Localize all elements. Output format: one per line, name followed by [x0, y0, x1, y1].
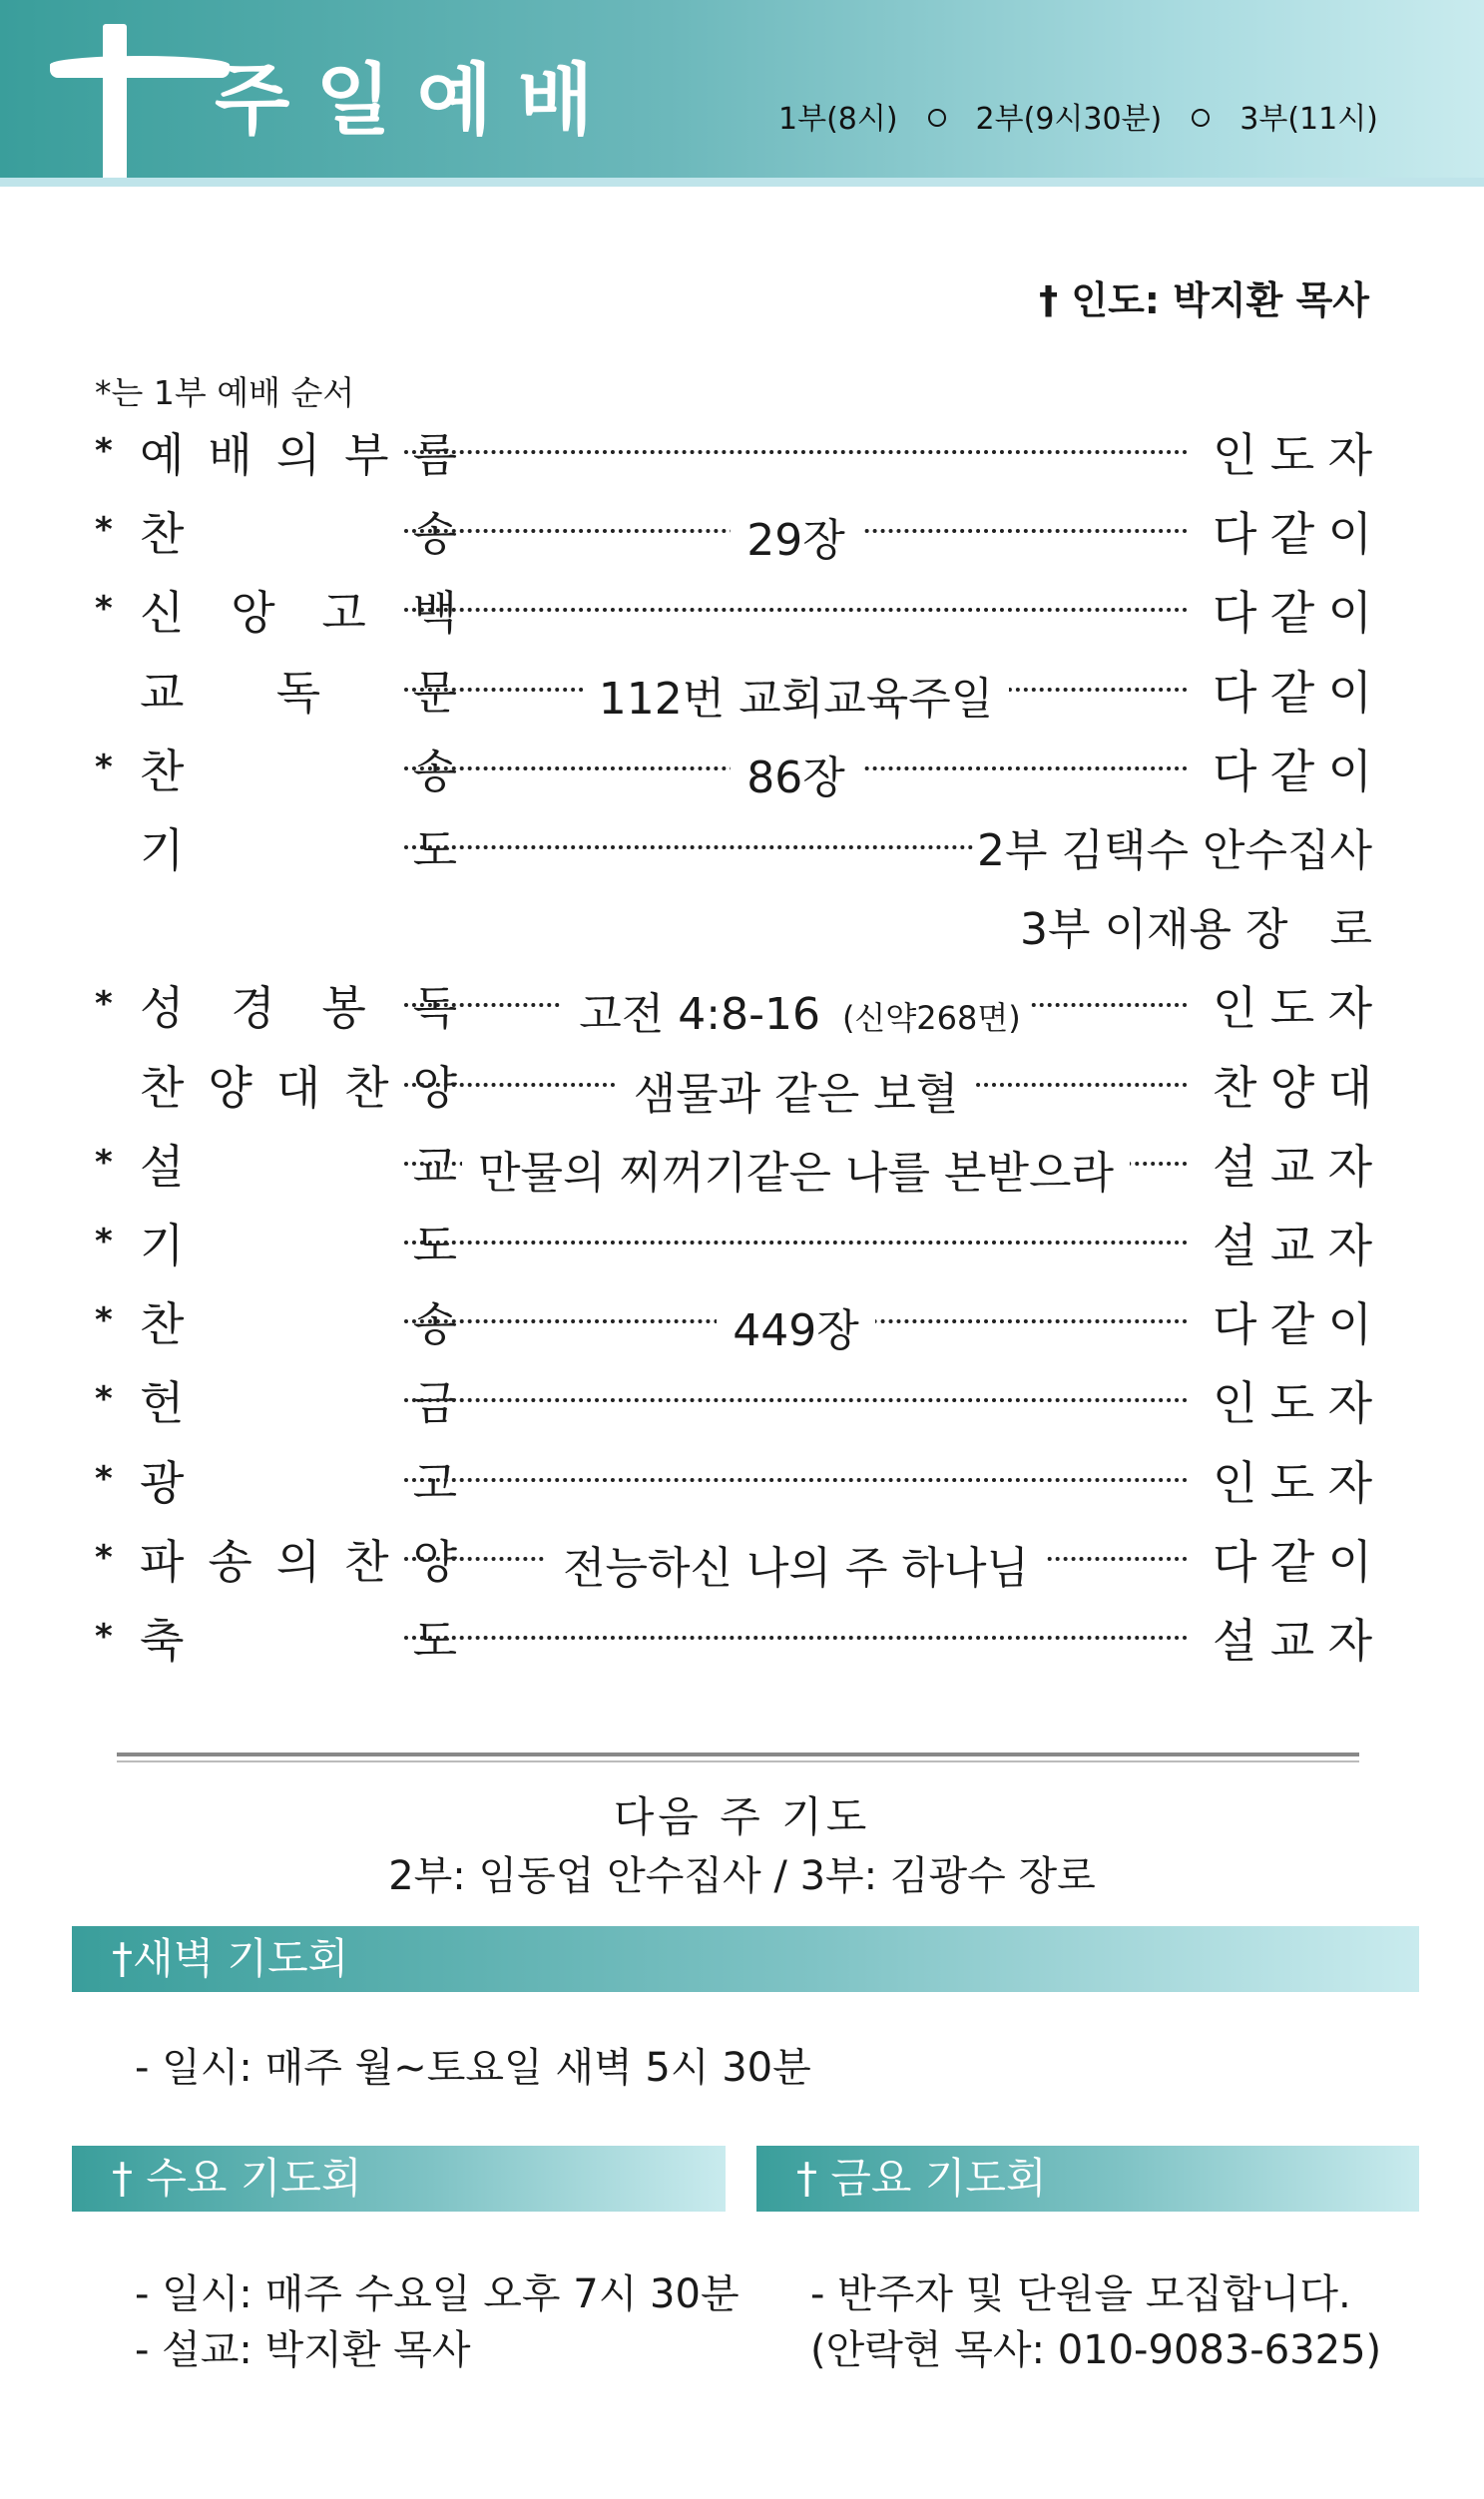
header-underline [0, 178, 1484, 187]
order-item-leader: 2부 김택수 안수집사 [977, 825, 1372, 876]
first-service-marker: * [95, 1300, 113, 1340]
first-service-marker: * [95, 1617, 113, 1657]
order-item-name: 파 송 의 찬 양 [140, 1535, 457, 1589]
order-item-leader: 다 같 이 [1213, 666, 1372, 720]
order-item-leader: 설 교 자 [1213, 1614, 1372, 1668]
order-row [95, 419, 1372, 482]
order-row [95, 1210, 1372, 1272]
order-item-leader: 다 같 이 [1213, 586, 1372, 640]
service-times [778, 94, 1378, 138]
cross-icon [103, 24, 127, 189]
dotted-leader [404, 657, 1188, 725]
friday-prayer-recruit: - 반주자 및 단원을 모집합니다. [810, 2271, 1351, 2317]
order-row [95, 657, 1372, 725]
order-item-leader: 인 도 자 [1213, 428, 1372, 482]
dotted-leader [404, 1131, 1188, 1199]
order-item-name: 신 앙 고 백 [140, 586, 457, 640]
section-divider [117, 1752, 1359, 1762]
order-item-name: 예 배 의 부 름 [140, 428, 457, 482]
order-item-detail-text: 전능하신 나의 주 하나님 [555, 1543, 1037, 1594]
order-item-name: 찬 송 [140, 745, 457, 798]
dawn-prayer-info: - 일시: 매주 월~토요일 새벽 5시 30분 [135, 2045, 811, 2091]
dotted-leader [404, 1447, 1188, 1507]
order-item-leader: 인 도 자 [1213, 1456, 1372, 1510]
order-item-name: 찬 송 [140, 507, 457, 561]
order-row [95, 1367, 1372, 1430]
first-service-marker: * [95, 1143, 113, 1183]
order-row [95, 1052, 1372, 1120]
header-banner [0, 0, 1484, 178]
dotted-leader [404, 972, 1188, 1040]
order-item-leader: 3부 이재용 장 로 [1020, 904, 1372, 955]
first-service-marker: * [95, 1379, 113, 1419]
wednesday-prayer-header [72, 2146, 726, 2212]
order-item-name: 설 교 [140, 1140, 457, 1194]
dotted-leader [404, 419, 1188, 479]
next-prayer-names: 2부: 임동업 안수집사 / 3부: 김광수 장로 [388, 1853, 1096, 1899]
order-item-detail [731, 752, 861, 803]
first-service-marker: * [95, 1538, 113, 1578]
page-title: 주일예배 [215, 56, 620, 146]
order-item-detail [583, 674, 1010, 725]
order-item-leader: 설 교 자 [1213, 1140, 1372, 1194]
first-service-marker: * [95, 1222, 113, 1261]
order-row [95, 1605, 1372, 1668]
wednesday-prayer-preacher: - 설교: 박지환 목사 [135, 2327, 471, 2373]
order-item-name: 기 도 [140, 1219, 457, 1272]
order-item-detail-text: 449장 [725, 1305, 867, 1356]
dotted-leader [404, 1210, 1188, 1269]
order-item-detail [717, 1305, 875, 1356]
order-item-detail-text: 만물의 찌꺼기같은 나를 본받으라 [470, 1148, 1122, 1199]
order-note: *는 1부 예배 순서 [95, 373, 355, 412]
order-row [95, 1526, 1372, 1594]
order-item-detail-text: 86장 [739, 752, 853, 803]
order-item-leader: 다 같 이 [1213, 1535, 1372, 1589]
leader-line: † 인도: 박지환 목사 [1039, 278, 1369, 322]
service-time-1: 1부(8시) [778, 102, 898, 137]
order-item-name: 교 독 문 [140, 666, 457, 720]
order-item-detail-text: 샘물과 같은 보혈 [626, 1069, 967, 1120]
circle-separator-icon [1192, 109, 1210, 127]
order-row [95, 972, 1372, 1040]
next-prayer-title: 다음 주 기도 [613, 1792, 871, 1841]
order-row [95, 498, 1372, 566]
dotted-leader [404, 1605, 1188, 1665]
dotted-leader [404, 1367, 1188, 1427]
order-item-detail [618, 1069, 975, 1120]
order-item-name: 기 도 [140, 823, 457, 877]
dotted-leader [404, 1526, 1188, 1594]
order-item-name: 찬 양 대 찬 양 [140, 1061, 457, 1115]
friday-prayer-header [756, 2146, 1419, 2212]
order-item-leader: 다 같 이 [1213, 745, 1372, 798]
dotted-leader [404, 577, 1188, 637]
dotted-leader [404, 814, 973, 874]
wednesday-prayer-title: † 수요 기도회 [112, 2154, 362, 2203]
order-row [95, 1288, 1372, 1356]
order-item-detail [462, 1148, 1130, 1199]
order-item-detail-text: 112번 교회교육주일 [591, 674, 1002, 725]
order-item-leader: 다 같 이 [1213, 1297, 1372, 1351]
order-row [95, 736, 1372, 803]
order-item-leader: 설 교 자 [1213, 1219, 1372, 1272]
order-row [95, 893, 1372, 953]
order-item-detail [731, 515, 861, 566]
dawn-prayer-title: †새벽 기도회 [112, 1934, 349, 1983]
order-row [95, 1447, 1372, 1510]
order-item-leader: 인 도 자 [1213, 981, 1372, 1035]
order-row [95, 577, 1372, 640]
order-row [95, 1131, 1372, 1199]
order-item-name: 찬 송 [140, 1297, 457, 1351]
cross-icon-arm [50, 56, 230, 78]
first-service-marker: * [95, 984, 113, 1024]
friday-prayer-title: † 금요 기도회 [796, 2154, 1047, 2203]
service-time-2: 2부(9시30분) [975, 102, 1163, 137]
circle-separator-icon [928, 109, 946, 127]
order-item-leader: 찬 양 대 [1213, 1061, 1372, 1115]
service-time-3: 3부(11시) [1239, 102, 1378, 137]
order-item-name: 축 도 [140, 1614, 457, 1668]
first-service-marker: * [95, 748, 113, 787]
friday-prayer-contact: (안락현 목사: 010-9083-6325) [810, 2327, 1382, 2373]
order-item-detail-text: 고전 4:8-16 [571, 989, 828, 1040]
order-item-name: 성 경 봉 독 [140, 981, 457, 1035]
order-item-detail [563, 989, 1028, 1040]
dotted-leader [404, 498, 1188, 566]
dawn-prayer-header [72, 1926, 1419, 1992]
wednesday-prayer-time: - 일시: 매주 수요일 오후 7시 30분 [135, 2271, 740, 2317]
order-item-detail-note: (신약268면) [841, 999, 1021, 1037]
order-item-leader: 인 도 자 [1213, 1376, 1372, 1430]
dotted-leader [404, 736, 1188, 803]
order-item-detail-text: 29장 [739, 515, 853, 566]
order-item-name: 광 고 [140, 1456, 457, 1510]
first-service-marker: * [95, 1459, 113, 1499]
first-service-marker: * [95, 510, 113, 550]
order-row [95, 814, 1372, 877]
order-item-leader: 다 같 이 [1213, 507, 1372, 561]
dotted-leader [404, 1052, 1188, 1120]
first-service-marker: * [95, 589, 113, 629]
order-item-detail [547, 1543, 1045, 1594]
dotted-leader [404, 1288, 1188, 1356]
first-service-marker: * [95, 431, 113, 471]
order-item-name: 헌 금 [140, 1376, 457, 1430]
